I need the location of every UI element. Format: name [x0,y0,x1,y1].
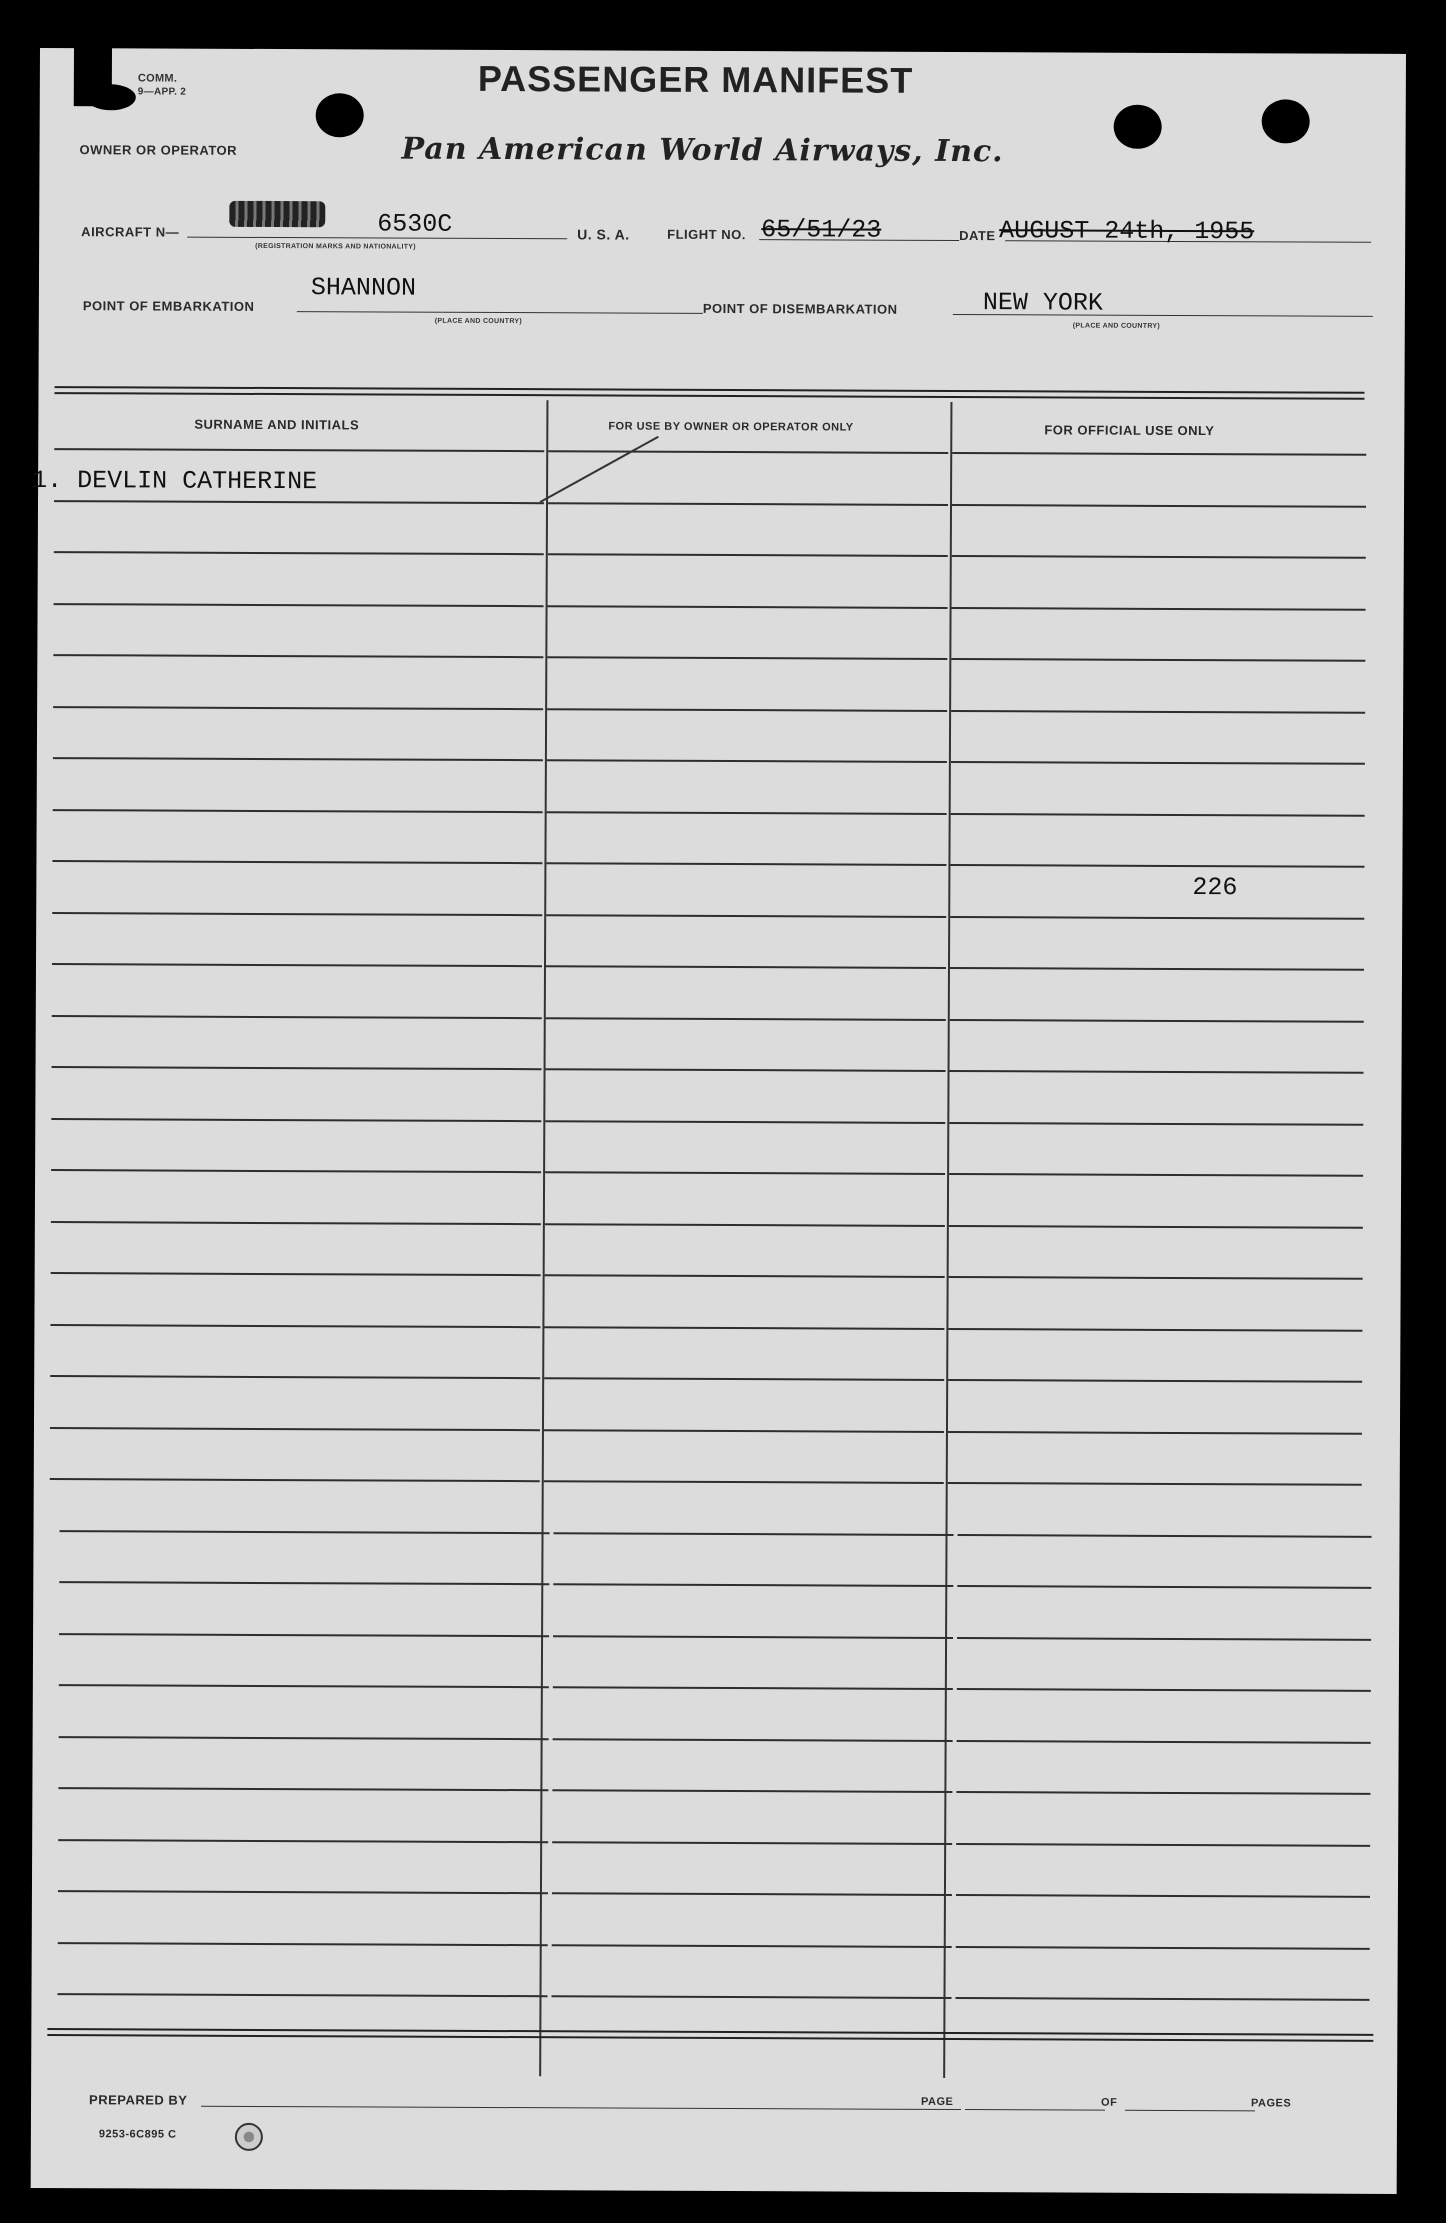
row-rule [59,1633,549,1637]
page-fill-line [965,2109,1105,2111]
row-rule [950,1019,1364,1023]
embark-caption: (PLACE AND COUNTRY) [434,317,523,326]
slash-stroke [540,436,658,503]
row-rule [948,1379,1362,1383]
row-rule [545,1223,945,1227]
aircraft-value: 6530C [377,209,453,239]
row-rule [54,603,544,607]
row-rule [58,1839,548,1843]
row-rule [950,864,1364,868]
row-rule [956,1791,1370,1795]
redaction-oval [86,84,136,110]
row-rule [50,1478,540,1482]
row-rule [948,1328,1362,1332]
row-rule [949,1122,1363,1126]
table-top-border [54,386,1364,400]
passenger-entry-1: 1. DEVLIN CATHERINE [32,465,318,497]
row-rule [53,757,543,761]
row-rule [553,1583,953,1587]
row-rule [552,1789,952,1793]
official-note: 226 [1192,873,1238,903]
row-rule [52,963,542,967]
row-rule [948,1482,1362,1486]
of-fill-line [1125,2110,1255,2112]
row-rule [58,1942,548,1946]
row-rule [545,1171,945,1175]
row-rule [545,1120,945,1124]
row-rule [950,916,1364,920]
row-rule [949,1173,1363,1177]
row-rule [544,1480,944,1484]
flight-label: FLIGHT NO. [667,226,746,243]
row-rule [546,1017,946,1021]
row-rule [952,607,1366,611]
flight-value: 65/51/23 [761,215,882,245]
row-rule [544,1429,944,1433]
row-rule [547,708,947,712]
header-surname: SURNAME AND INITIALS [194,416,360,433]
column-divider-1 [539,400,548,2076]
row-rule [950,967,1364,971]
disembark-value: NEW YORK [982,288,1103,318]
row-rule [547,656,947,660]
redacted-registration [229,201,325,227]
row-rule [59,1581,549,1585]
row-rule [53,654,543,658]
embark-value: SHANNON [310,273,417,303]
row-rule [546,862,946,866]
row-rule [544,1377,944,1381]
row-rule [53,706,543,710]
row-rule [52,1066,542,1070]
column-divider-2 [943,402,952,2078]
row-rule [551,1995,951,1999]
row-rule [546,1068,946,1072]
date-label: DATE [959,228,996,244]
row-rule [547,811,947,815]
row-rule [52,1015,542,1019]
row-rule [544,1326,944,1330]
row-rule [949,1276,1363,1280]
row-rule [58,1993,548,1997]
approval-line2: 9—APP. 2 [137,86,187,98]
row-rule [952,452,1366,456]
row-rule [51,1118,541,1122]
row-rule [552,1841,952,1845]
row-rule [546,965,946,969]
header-operator: FOR USE BY OWNER OR OPERATOR ONLY [608,420,854,434]
row-rule [54,551,544,555]
row-rule [53,809,543,813]
row-rule [50,1375,540,1379]
table-bottom-border [47,2028,1373,2042]
prepared-fill-line [201,2106,961,2110]
row-rule [50,1427,540,1431]
row-rule [956,1894,1370,1898]
form-number: 9253-6C895 C [98,2128,177,2141]
row-rule [957,1688,1371,1692]
row-rule [60,1530,550,1534]
embark-label: POINT OF EMBARKATION [82,298,255,314]
row-rule [51,1221,541,1225]
row-rule [951,658,1365,662]
row-rule [52,912,542,916]
row-rule [958,1534,1372,1538]
row-rule [59,1684,549,1688]
punch-hole-left [316,93,364,137]
row-rule [955,1997,1369,2001]
row-rule [951,761,1365,765]
row-rule [50,1324,540,1328]
punch-hole-right2 [1262,99,1310,143]
usa-label: U. S. A. [577,226,630,243]
row-rule [951,710,1365,714]
row-rule [956,1946,1370,1950]
row-rule [957,1637,1371,1641]
owner-label: OWNER OR OPERATOR [79,142,238,158]
row-rule [548,553,948,557]
row-rule [547,759,947,763]
row-rule [548,605,948,609]
row-rule [58,1890,548,1894]
row-rule [951,813,1365,817]
row-rule [957,1740,1371,1744]
row-rule [554,1532,954,1536]
prepared-label: PREPARED BY [89,2092,188,2108]
row-rule [545,1274,945,1278]
row-rule [553,1686,953,1690]
row-rule [948,1431,1362,1435]
row-rule [552,1944,952,1948]
row-rule [58,1787,548,1791]
registration-caption: (REGISTRATION MARKS AND NATIONALITY) [255,242,416,251]
row-rule [552,1892,952,1896]
row-rule [956,1843,1370,1847]
union-bug-seal [235,2123,263,2151]
manifest-sheet [31,48,1406,2194]
ruled-rows [40,48,1406,54]
row-rule [950,1070,1364,1074]
owner-value: Pan American World Airways, Inc. [401,131,1004,170]
row-rule [949,1225,1363,1229]
disembark-label: POINT OF DISEMBARKATION [702,300,898,317]
header-official: FOR OFFICIAL USE ONLY [1044,422,1215,439]
aircraft-label: AIRCRAFT N— [81,224,180,240]
manifest-title: PASSENGER MANIFEST [477,57,914,101]
row-rule [553,1635,953,1639]
row-rule [51,1272,541,1276]
of-label: OF [1101,2096,1118,2109]
pages-label: PAGES [1251,2097,1292,2110]
punch-hole-right1 [1114,105,1162,149]
row-rule [546,914,946,918]
row-rule [952,555,1366,559]
row-rule [59,1736,549,1740]
row-rule [52,860,542,864]
page-label: PAGE [921,2095,954,2109]
approval-line1: COMM. [137,72,178,85]
row-rule [51,1169,541,1173]
date-value: AUGUST 24th, 1955 [999,216,1255,247]
row-rule [952,504,1366,508]
row-rule [957,1585,1371,1589]
row-rule [54,448,544,452]
operator-slash-mark [536,430,666,511]
embark-fill-line [297,311,703,314]
disembark-caption: (PLACE AND COUNTRY) [1072,322,1161,330]
row-rule [54,500,544,504]
row-rule [553,1738,953,1742]
